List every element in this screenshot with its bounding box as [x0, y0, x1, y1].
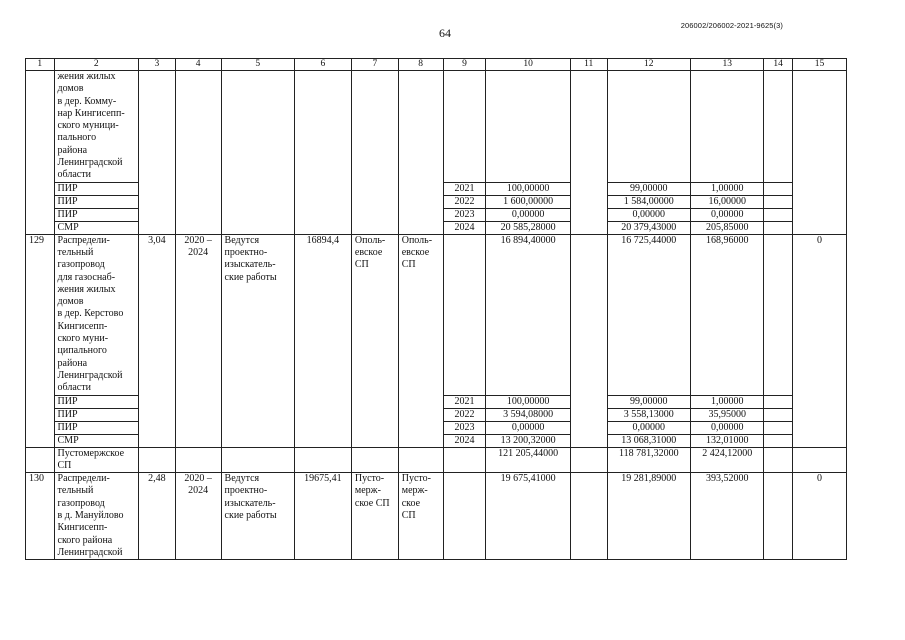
object-name-continued: жения жилых домов в дер. Комму- нар Кингисепп- ского муници- пального района Ленинградской области: [54, 71, 139, 183]
column-header: 12: [607, 59, 691, 71]
column-header: 1: [26, 59, 55, 71]
year: 2024: [443, 221, 486, 234]
owner: Пусто- мерж- ское СП: [398, 473, 443, 560]
col15-value: 0: [792, 234, 846, 447]
column-header: 7: [351, 59, 398, 71]
amount-regional: 3 558,13000: [607, 408, 691, 421]
document-code: 206002/206002-2021-9625(3): [680, 21, 783, 30]
amount-local: 1,00000: [691, 182, 764, 195]
subtotal-name: Пустомержское СП: [54, 447, 139, 473]
customer: Пусто- мерж- ское СП: [351, 473, 398, 560]
work-type: ПИР: [54, 421, 139, 434]
amount-local: 205,85000: [691, 221, 764, 234]
column-header: 14: [764, 59, 793, 71]
table-row: [26, 234, 847, 395]
column-number-row: [26, 59, 847, 71]
column-header: 13: [691, 59, 764, 71]
amount-total: 1 600,00000: [486, 195, 571, 208]
pipeline-length: 2,48: [139, 473, 176, 560]
year: 2023: [443, 421, 486, 434]
amount-total: 0,00000: [486, 208, 571, 221]
status: Ведутся проектно- изыскатель- ские работы: [221, 473, 294, 560]
object-name: Распредели- тельный газопровод для газоснаб- жения жилых домов в дер. Керстово Кингисепп- ского муни- ципального района Ленинградской области: [54, 234, 139, 395]
budget-table: [25, 58, 847, 560]
amount-regional: 1 584,00000: [607, 195, 691, 208]
column-header: 5: [221, 59, 294, 71]
page-number: 64: [439, 26, 451, 40]
amount-total: 20 585,28000: [486, 221, 571, 234]
amount-local: 1,00000: [691, 395, 764, 408]
table-row: [26, 473, 847, 560]
subtotal-regional: 118 781,32000: [607, 447, 691, 473]
work-type: СМР: [54, 221, 139, 234]
amount-regional: 0,00000: [607, 421, 691, 434]
work-type: ПИР: [54, 195, 139, 208]
amount-regional: 99,00000: [607, 182, 691, 195]
amount-regional: 13 068,31000: [607, 434, 691, 447]
period: 2020 – 2024: [175, 234, 221, 447]
work-type: ПИР: [54, 408, 139, 421]
amount-local: 132,01000: [691, 434, 764, 447]
amount-regional: 19 281,89000: [607, 473, 691, 560]
year: 2022: [443, 195, 486, 208]
amount-regional: 20 379,43000: [607, 221, 691, 234]
object-name: Распредели- тельный газопровод в д. Мануйлово Кингисепп- ского района Ленинградской: [54, 473, 139, 560]
amount-local: 0,00000: [691, 421, 764, 434]
amount-total: 3 594,08000: [486, 408, 571, 421]
amount-total: 0,00000: [486, 421, 571, 434]
estimated-cost: 16894,4: [294, 234, 351, 447]
row-number: 130: [26, 473, 55, 560]
amount-local: 0,00000: [691, 208, 764, 221]
amount-regional: 0,00000: [607, 208, 691, 221]
owner: Ополь- евское СП: [398, 234, 443, 447]
work-type: ПИР: [54, 182, 139, 195]
column-header: 4: [175, 59, 221, 71]
status: Ведутся проектно- изыскатель- ские работы: [221, 234, 294, 447]
amount-local: 168,96000: [691, 234, 764, 395]
amount-total: 100,00000: [486, 395, 571, 408]
col15-value: 0: [792, 473, 846, 560]
column-header: 9: [443, 59, 486, 71]
amount-local: 393,52000: [691, 473, 764, 560]
amount-local: 16,00000: [691, 195, 764, 208]
column-header: 3: [139, 59, 176, 71]
work-type: ПИР: [54, 208, 139, 221]
year: 2024: [443, 434, 486, 447]
year: 2021: [443, 182, 486, 195]
amount-total: 100,00000: [486, 182, 571, 195]
subtotal-row: [26, 447, 847, 473]
column-header: 10: [486, 59, 571, 71]
amount-total: 19 675,41000: [486, 473, 571, 560]
subtotal-total: 121 205,44000: [486, 447, 571, 473]
amount-total: 13 200,32000: [486, 434, 571, 447]
pipeline-length: 3,04: [139, 234, 176, 447]
period: 2020 – 2024: [175, 473, 221, 560]
amount-total: 16 894,40000: [486, 234, 571, 395]
subtotal-local: 2 424,12000: [691, 447, 764, 473]
year: 2021: [443, 395, 486, 408]
column-header: 11: [570, 59, 607, 71]
estimated-cost: 19675,41: [294, 473, 351, 560]
column-header: 15: [792, 59, 846, 71]
amount-regional: 16 725,44000: [607, 234, 691, 395]
work-type: СМР: [54, 434, 139, 447]
row-number: 129: [26, 234, 55, 447]
column-header: 8: [398, 59, 443, 71]
year: 2023: [443, 208, 486, 221]
column-header: 6: [294, 59, 351, 71]
amount-local: 35,95000: [691, 408, 764, 421]
work-type: ПИР: [54, 395, 139, 408]
year: 2022: [443, 408, 486, 421]
customer: Ополь- евское СП: [351, 234, 398, 447]
column-header: 2: [54, 59, 139, 71]
amount-regional: 99,00000: [607, 395, 691, 408]
table-row: [26, 71, 847, 183]
